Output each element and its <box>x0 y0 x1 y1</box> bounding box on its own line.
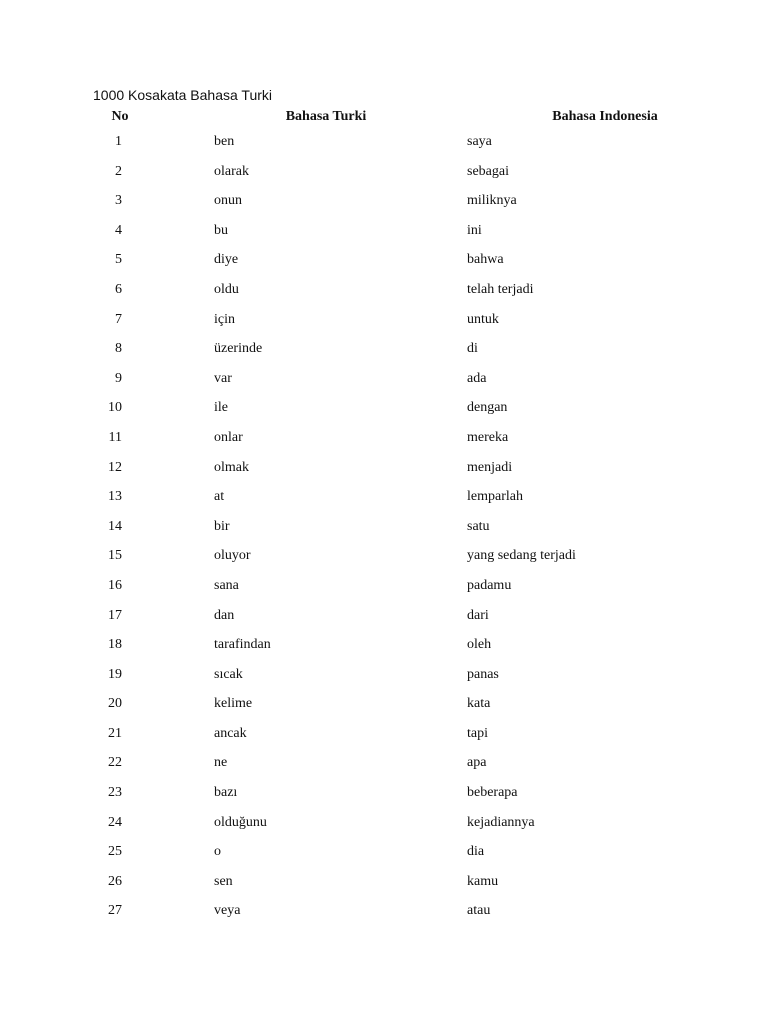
table-row <box>0 339 768 369</box>
indonesian-word: bahwa <box>467 252 504 268</box>
indonesian-word: ini <box>467 222 482 238</box>
turkish-word: oldu <box>214 281 239 297</box>
indonesian-word: kamu <box>467 873 499 889</box>
turkish-word: bu <box>214 222 228 238</box>
row-number: 25 <box>108 844 122 860</box>
table-row <box>0 606 768 636</box>
table-body <box>0 132 768 931</box>
turkish-word: sana <box>214 577 239 593</box>
indonesian-word: dia <box>467 844 485 860</box>
row-number: 15 <box>108 548 122 564</box>
page-title: 1000 Kosakata Bahasa Turki <box>93 87 273 103</box>
indonesian-word: kejadiannya <box>467 814 535 830</box>
turkish-word: üzerinde <box>214 341 263 357</box>
vocabulary-table <box>0 108 768 931</box>
turkish-word: var <box>214 370 232 386</box>
row-number: 2 <box>115 163 122 179</box>
row-number: 26 <box>108 873 122 889</box>
indonesian-word: miliknya <box>467 193 517 209</box>
row-number: 3 <box>115 193 122 209</box>
indonesian-word: ada <box>467 370 487 386</box>
indonesian-word: dari <box>467 607 489 623</box>
table-row <box>0 546 768 576</box>
turkish-word: ne <box>214 755 228 771</box>
indonesian-word: apa <box>467 755 487 771</box>
turkish-word: dan <box>214 607 235 623</box>
indonesian-word: panas <box>467 666 499 682</box>
row-number: 5 <box>115 252 122 268</box>
turkish-word: o <box>214 844 221 860</box>
row-number: 4 <box>115 222 122 238</box>
row-number: 22 <box>108 755 122 771</box>
table-row <box>0 280 768 310</box>
turkish-word: ile <box>214 400 228 416</box>
row-number: 8 <box>115 341 122 357</box>
indonesian-word: untuk <box>467 311 499 327</box>
header-bahasa-turki: Bahasa Turki <box>285 109 367 124</box>
table-row <box>0 694 768 724</box>
indonesian-word: sebagai <box>467 163 509 179</box>
table-row <box>0 369 768 399</box>
row-number: 24 <box>108 814 122 830</box>
row-number: 11 <box>108 429 122 445</box>
turkish-word: ancak <box>214 725 247 741</box>
row-number: 18 <box>108 637 122 653</box>
table-row <box>0 310 768 340</box>
indonesian-word: oleh <box>467 637 492 653</box>
header-bahasa-indonesia: Bahasa Indonesia <box>552 109 658 124</box>
indonesian-word: kata <box>467 696 491 712</box>
turkish-word: onlar <box>214 429 243 445</box>
indonesian-word: dengan <box>467 400 508 416</box>
table-row <box>0 842 768 872</box>
row-number: 10 <box>108 400 122 416</box>
row-number: 21 <box>108 725 122 741</box>
row-number: 14 <box>108 518 122 534</box>
turkish-word: için <box>214 311 235 327</box>
row-number: 9 <box>115 370 122 386</box>
row-number: 13 <box>108 489 122 505</box>
table-row <box>0 665 768 695</box>
header-no: No <box>111 109 129 124</box>
row-number: 16 <box>108 577 122 593</box>
table-row <box>0 487 768 517</box>
indonesian-word: saya <box>467 134 492 149</box>
turkish-word: bazı <box>214 785 238 801</box>
turkish-word: sen <box>214 873 233 889</box>
turkish-word: onun <box>214 193 242 209</box>
indonesian-word: tapi <box>467 725 488 741</box>
turkish-word: olmak <box>214 459 249 475</box>
turkish-word: olarak <box>214 163 249 179</box>
turkish-word: diye <box>214 252 239 268</box>
row-number: 7 <box>115 311 122 327</box>
table-row <box>0 724 768 754</box>
table-row <box>0 517 768 547</box>
table-row <box>0 872 768 902</box>
indonesian-word: beberapa <box>467 785 518 801</box>
table-row <box>0 191 768 221</box>
row-number: 17 <box>108 607 122 623</box>
turkish-word: kelime <box>214 696 253 712</box>
row-number: 23 <box>108 785 122 801</box>
table-row <box>0 753 768 783</box>
indonesian-word: yang sedang terjadi <box>467 548 576 564</box>
table-row <box>0 250 768 280</box>
table-row <box>0 132 768 162</box>
indonesian-word: padamu <box>467 577 512 593</box>
table-header-row <box>0 108 768 132</box>
table-row <box>0 635 768 665</box>
turkish-word: at <box>214 489 225 505</box>
turkish-word: sıcak <box>214 666 243 682</box>
row-number: 6 <box>115 281 122 297</box>
turkish-word: tarafindan <box>214 637 271 653</box>
indonesian-word: di <box>467 341 478 357</box>
indonesian-word: lemparlah <box>467 489 523 505</box>
indonesian-word: atau <box>467 903 491 919</box>
turkish-word: bir <box>214 518 230 534</box>
indonesian-word: menjadi <box>467 459 513 475</box>
row-number: 27 <box>108 903 122 919</box>
row-number: 20 <box>108 696 122 712</box>
table-row <box>0 458 768 488</box>
table-row <box>0 398 768 428</box>
indonesian-word: mereka <box>467 429 509 445</box>
turkish-word: veya <box>214 903 241 919</box>
turkish-word: ben <box>214 134 235 149</box>
table-row <box>0 162 768 192</box>
row-number: 12 <box>108 459 122 475</box>
table-row <box>0 576 768 606</box>
table-row <box>0 901 768 931</box>
table-row <box>0 221 768 251</box>
row-number: 1 <box>115 134 122 149</box>
turkish-word: olduğunu <box>214 814 267 830</box>
table-row <box>0 428 768 458</box>
table-row <box>0 783 768 813</box>
indonesian-word: telah terjadi <box>467 281 534 297</box>
row-number: 19 <box>108 666 122 682</box>
turkish-word: oluyor <box>214 548 251 564</box>
table-row <box>0 813 768 843</box>
indonesian-word: satu <box>467 518 490 534</box>
